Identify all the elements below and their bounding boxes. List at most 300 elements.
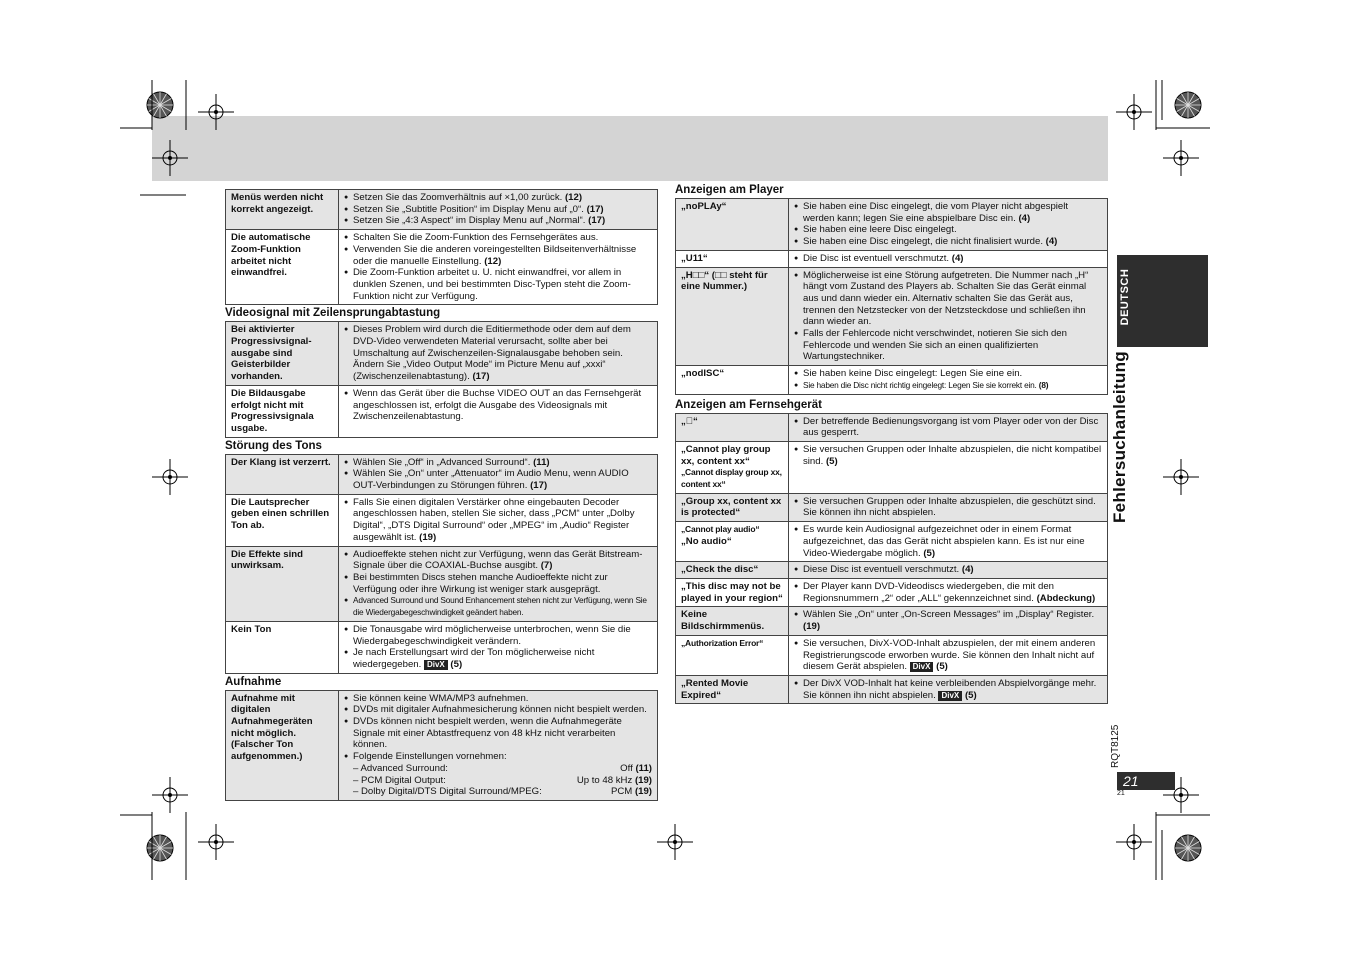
problem-cell <box>676 199 789 251</box>
problem-text: Die Bildausgabe erfolgt nicht mit Progressivsignala usgabe. <box>231 387 314 434</box>
solution-item <box>344 497 652 544</box>
section-heading-video: Videosignal mit Zeilensprungabtastung <box>225 307 441 320</box>
solution-list <box>794 253 1102 265</box>
registration-dot <box>214 110 218 114</box>
solution-cell <box>789 493 1108 521</box>
problem-cell <box>676 366 789 394</box>
color-target-ray <box>154 837 161 848</box>
registration-circle <box>209 835 223 849</box>
solution-item <box>344 693 652 705</box>
color-target-ray <box>149 105 160 112</box>
solution-item <box>794 678 1102 701</box>
solution-list <box>794 638 1102 673</box>
solution-text: Folgende Einstellungen vornehmen: <box>353 751 507 763</box>
solution-item <box>344 624 652 647</box>
solution-item <box>344 457 652 469</box>
solution-text: Die Zoom-Funktion arbeitet u. U. nicht einwandfrei, vor allem in dunklen Szenen, und bei bestimmten Disc-Typen steht die Zoom-Funktion nicht zur Verfügung. <box>353 267 631 302</box>
page-reference: (8) <box>1038 379 1049 390</box>
page-reference: (4) <box>1018 212 1031 224</box>
color-target-ray <box>1188 105 1195 116</box>
color-target-ray <box>1188 837 1195 848</box>
table-row <box>226 494 658 546</box>
color-target-circle <box>1175 92 1201 118</box>
solution-item <box>794 564 1102 576</box>
solution-item <box>794 524 1102 559</box>
solution-text: Bei bestimmten Discs stehen manche Audioeffekte nicht zur Verfügung oder ihre Wirkung ist weniger stark ausgeprägt. <box>353 571 608 595</box>
solution-text: Sie haben eine leere Disc eingelegt. <box>803 224 957 236</box>
solution-text: Dieses Problem wird durch die Editiermethode oder dem auf dem DVD-Video verwendeten Material verursacht, sollte aber bei Umschaltung auf Zwischenzeilen-Signalausgabe behoben sein. Ändern Sie „Video Output Mode“ im Picture Menu auf „xxxi“ (Zwischenzeilenabtastung). <box>353 324 631 383</box>
solution-text: Sie versuchen Gruppen oder Inhalte abzuspielen, die geschützt sind. Sie können ihn nicht abspielen. <box>803 495 1096 519</box>
solution-item <box>794 236 1102 248</box>
color-target-circle <box>147 92 173 118</box>
registration-dot <box>214 840 218 844</box>
solution-cell <box>339 385 658 437</box>
solution-text: Der betreffende Bedienungsvorgang ist vom Player oder von der Disc aus gesperrt. <box>803 415 1099 439</box>
solution-item <box>794 416 1102 439</box>
setting-value <box>620 763 652 775</box>
page-reference: (12) <box>484 255 502 267</box>
table-row <box>676 493 1108 521</box>
solution-text: Setzen Sie „4:3 Aspect“ im Display Menu auf „Normal“. <box>353 215 589 227</box>
solution-item <box>344 324 652 383</box>
solution-item <box>344 267 652 302</box>
color-target-ray <box>1188 848 1195 859</box>
section-heading-tv: Anzeigen am Fernsehgerät <box>675 398 822 411</box>
problem-cell <box>676 441 789 493</box>
setting-key: – PCM Digital Output: <box>353 774 446 786</box>
color-target-ray <box>1188 842 1199 849</box>
color-target-ray <box>1188 94 1195 105</box>
problem-text: „noPLAy“ <box>681 201 727 212</box>
solution-cell <box>789 441 1108 493</box>
color-target-ray <box>160 848 171 855</box>
page-reference: (12) <box>564 192 583 203</box>
color-target-circle <box>147 835 173 861</box>
header-banner <box>152 116 1108 181</box>
section-heading-sound: Störung des Tons <box>225 439 322 452</box>
setting-line <box>344 786 652 798</box>
solution-item <box>794 253 1102 265</box>
registration-circle <box>1127 105 1141 119</box>
section-title: Fehlersuchanleitung <box>1110 351 1129 523</box>
color-target-ray <box>154 848 161 859</box>
solution-text: Falls der Fehlercode nicht verschwindet, notieren Sie sich den Fehlercode und wenden Sie sich an einen qualifizierten Wartungstechniker. <box>803 328 1067 363</box>
solution-cell <box>339 621 658 673</box>
problem-text: „Rented Movie Expired“ <box>681 677 749 701</box>
solution-text: Verwenden Sie die anderen voreingestellten Bildseitenverhältnisse oder die manuelle Einstellung. <box>353 243 637 267</box>
setting-line <box>344 763 652 775</box>
problem-text: Die Lautsprecher geben einen schrillen Ton ab. <box>231 496 330 532</box>
setting-value <box>577 775 652 787</box>
color-target-ray <box>160 105 167 116</box>
problem-cell <box>676 493 789 521</box>
registration-dot <box>1132 110 1136 114</box>
color-target-ray <box>149 99 160 106</box>
divx-badge: DivX <box>910 662 934 672</box>
solution-list <box>794 524 1102 559</box>
problem-cell <box>676 267 789 366</box>
solution-list <box>344 693 652 763</box>
page-reference: (5) <box>450 658 463 670</box>
solution-text: Der DivX VOD-Inhalt hat keine verbleibenden Abspielvorgänge mehr. Sie können ihn nicht abspielen. <box>803 677 1097 701</box>
problem-cell <box>676 522 789 562</box>
solution-list <box>794 581 1102 604</box>
solution-text: Je nach Erstellungsart wird der Ton möglicherweise nicht wiedergegeben. <box>353 647 595 670</box>
table-row <box>226 454 658 494</box>
problem-cell <box>226 322 339 386</box>
problem-cell <box>226 690 339 800</box>
problem-text-alt: „Cannot display group xx, content xx“ <box>681 467 782 490</box>
registration-circle <box>163 788 177 802</box>
solution-text: DVDs können nicht bespielt werden, wenn die Aufnahmegeräte Signale mit einer Abtastfrequenz von 48 kHz nicht verarbeiten können. <box>353 716 622 751</box>
solution-list <box>794 609 1102 632</box>
page-number: 21 <box>1123 773 1139 789</box>
registration-dot <box>1179 793 1183 797</box>
solution-cell <box>789 199 1108 251</box>
problem-cell <box>226 230 339 305</box>
problem-text: „This disc may not be played in your region“ <box>681 580 783 604</box>
color-target-circle <box>1175 835 1201 861</box>
page-reference: (5) <box>964 689 977 701</box>
problem-text: „U11“ <box>681 252 708 264</box>
color-target-ray <box>1182 105 1189 116</box>
solution-text: Sie haben keine Disc eingelegt: Legen Sie eine ein. <box>803 368 1023 380</box>
problem-text: Die automatische Zoom-Funktion arbeitet nicht einwandfrei. <box>231 232 311 279</box>
solution-text: Sie können keine WMA/MP3 aufnehmen. <box>353 692 529 704</box>
problem-text: „Authorization Error“ <box>681 637 764 648</box>
solution-item <box>794 638 1102 673</box>
solution-cell <box>789 578 1108 606</box>
solution-text: Sie haben eine Disc eingelegt, die vom Player nicht abgespielt werden kann; legen Sie eine abspielbare Disc ein. <box>803 201 1069 224</box>
solution-list <box>794 416 1102 439</box>
page-number-small: 21 <box>1117 790 1125 797</box>
table-row <box>676 441 1108 493</box>
doc-code-wrap <box>1110 725 1130 770</box>
solution-text: Es wurde kein Audiosignal aufgezeichnet oder in einem Format aufgezeichnet, das das Gerät nicht abspielen kann. Es ist nur eine Video-Wiedergabe möglich. <box>803 524 1085 559</box>
color-target-ray <box>1182 94 1189 105</box>
setting-value <box>611 786 652 798</box>
solution-cell <box>789 366 1108 394</box>
problem-text: „Cannot play group xx, content xx“ <box>681 443 771 467</box>
color-target-ray <box>1188 105 1199 112</box>
problem-cell <box>676 250 789 267</box>
color-target-ray <box>154 94 161 105</box>
solution-list <box>794 678 1102 701</box>
solution-cell <box>339 322 658 386</box>
registration-circle <box>668 835 682 849</box>
solution-list <box>344 232 652 302</box>
solution-cell <box>789 250 1108 267</box>
setting-value-text: PCM <box>610 786 635 798</box>
section-heading-player: Anzeigen am Player <box>675 184 784 196</box>
troubleshoot-table-video <box>225 321 658 437</box>
table-row <box>676 607 1108 635</box>
solution-list <box>344 388 652 423</box>
solution-cell <box>339 230 658 305</box>
problem-cell <box>676 413 789 441</box>
solution-list <box>794 201 1102 248</box>
table-row <box>676 635 1108 675</box>
solution-item <box>794 380 1102 392</box>
solution-cell <box>339 190 658 230</box>
page-reference: (4) <box>1045 236 1058 248</box>
registration-dot <box>1179 475 1183 479</box>
problem-cell <box>676 607 789 635</box>
solution-item <box>794 444 1102 467</box>
section-heading-recording: Aufnahme <box>225 675 282 688</box>
registration-circle <box>163 470 177 484</box>
problem-text: Keine Bildschirmmenüs. <box>681 609 765 633</box>
language-label-wrap <box>1117 270 1141 332</box>
solution-text: Sie versuchen, DivX-VOD-Inhalt abzuspielen, der mit einem anderen Registrierungscode erworben wurde. Sie können den Inhalt nicht auf diesem Gerät abspielen. <box>803 637 1096 673</box>
solution-cell <box>789 413 1108 441</box>
problem-text-alt: „No audio“ <box>681 535 732 547</box>
registration-dot <box>168 475 172 479</box>
divx-badge: DivX <box>938 691 962 701</box>
page-reference: (11) <box>635 762 652 774</box>
registration-circle <box>1174 151 1188 165</box>
solution-item <box>344 215 652 227</box>
table-row <box>676 578 1108 606</box>
registration-circle <box>1174 788 1188 802</box>
table-row <box>676 267 1108 366</box>
page-reference: (17) <box>472 371 490 383</box>
problem-cell <box>226 454 339 494</box>
right-column <box>675 182 1108 704</box>
color-target-ray <box>160 94 167 105</box>
problem-text: Bei aktivierter Progressivsignal-ausgabe sind Geisterbilder vorhanden. <box>231 324 312 383</box>
problem-text: „nodISC“ <box>681 368 725 380</box>
solution-cell <box>789 675 1108 703</box>
solution-item <box>344 647 652 670</box>
solution-text: Audioeffekte stehen nicht zur Verfügung, wenn das Gerät Bitstream-Signale über die COAXIAL-Buchse ausgibt. <box>353 548 643 572</box>
problem-cell <box>226 190 339 230</box>
page-reference: (4) <box>951 252 964 264</box>
solution-list <box>794 270 1102 364</box>
table-row <box>676 413 1108 441</box>
solution-item <box>344 468 652 491</box>
setting-key: – Dolby Digital/DTS Digital Surround/MPEG: <box>353 786 542 798</box>
solution-cell <box>789 267 1108 366</box>
page-reference: (11) <box>533 456 550 468</box>
solution-list <box>344 624 652 671</box>
solution-item <box>794 224 1102 236</box>
troubleshoot-table-sound <box>225 454 658 674</box>
page-reference: (19) <box>634 774 652 786</box>
page-reference: (5) <box>825 455 838 467</box>
solution-cell <box>339 494 658 546</box>
troubleshoot-table-display <box>225 189 658 305</box>
solution-item <box>794 201 1102 224</box>
solution-text: Advanced Surround und Sound Enhancement stehen nicht zur Verfügung, wenn Sie die Wiedergabegeschwindigkeit geändert haben. <box>353 595 647 618</box>
solution-text: Möglicherweise ist eine Störung aufgetreten. Die Nummer nach „H“ hängt vom Zustand des Players ab. Schalten Sie das Gerät einmal aus und dann wieder ein. Alternativ schalten Sie das Gerät aus, trennen den Netzstecker von der Netzsteckdose und schließen ihn dann wieder an. <box>803 269 1089 328</box>
table-row <box>226 690 658 800</box>
color-target-ray <box>1188 848 1199 855</box>
solution-list <box>344 549 652 619</box>
section-title-wrap <box>1110 345 1140 525</box>
solution-item <box>794 270 1102 329</box>
solution-list <box>794 564 1102 576</box>
page-number-box <box>1117 772 1175 790</box>
solution-item <box>794 496 1102 519</box>
solution-item <box>794 609 1102 632</box>
solution-item <box>344 595 652 618</box>
solution-item <box>794 368 1102 380</box>
table-row <box>676 562 1108 579</box>
color-target-ray <box>160 837 167 848</box>
table-row <box>226 230 658 305</box>
page-reference: (17) <box>586 203 604 215</box>
table-row <box>676 366 1108 394</box>
solution-cell <box>789 607 1108 635</box>
solution-text: Setzen Sie das Zoomverhältnis auf ×1,00 zurück. <box>353 192 565 203</box>
table-row <box>676 522 1108 562</box>
solution-text: Die Disc ist eventuell verschmutzt. <box>803 252 952 264</box>
problem-cell <box>226 494 339 546</box>
solution-text: Sie versuchen Gruppen oder Inhalte abzuspielen, die nicht kompatibel sind. <box>803 443 1102 467</box>
solution-item <box>344 192 652 204</box>
solution-cell <box>339 454 658 494</box>
solution-list <box>344 497 652 544</box>
color-target-ray <box>160 99 171 106</box>
color-target-ray <box>1177 99 1188 106</box>
solution-item <box>344 549 652 572</box>
solution-cell <box>789 522 1108 562</box>
solution-item <box>344 572 652 595</box>
color-target-ray <box>1177 848 1188 855</box>
solution-text: DVDs mit digitaler Aufnahmesicherung können nicht bespielt werden. <box>353 704 647 716</box>
solution-text: Die Tonausgabe wird möglicherweise unterbrochen, wenn Sie die Wiedergabegeschwindigkeit verändern. <box>353 623 631 647</box>
table-row <box>676 250 1108 267</box>
solution-text: Diese Disc ist eventuell verschmutzt. <box>803 564 962 576</box>
problem-cell <box>226 621 339 673</box>
divx-badge: DivX <box>424 660 448 670</box>
color-target-ray <box>1182 837 1189 848</box>
solution-text: Setzen Sie „Subtitle Position“ im Display Menu auf „0“. <box>353 203 587 215</box>
setting-line <box>344 775 652 787</box>
solution-text: Wählen Sie „On“ unter „On-Screen Messages“ im „Display“ Register. <box>803 609 1095 621</box>
page-reference: (17) <box>588 215 606 227</box>
page-reference: (19) <box>419 531 437 543</box>
doc-code: RQT8125 <box>1110 724 1121 768</box>
problem-text: „Check the disc“ <box>681 564 759 576</box>
page-reference: (5) <box>923 547 936 559</box>
problem-cell <box>676 578 789 606</box>
registration-dot <box>1179 156 1183 160</box>
solution-item <box>794 581 1102 604</box>
registration-circle <box>1174 470 1188 484</box>
table-row <box>226 621 658 673</box>
registration-dot <box>1132 840 1136 844</box>
color-target-ray <box>1182 848 1189 859</box>
problem-text: Kein Ton <box>231 623 272 635</box>
page-reference: (5) <box>936 661 948 673</box>
color-target-ray <box>160 842 171 849</box>
solution-text: Der Player kann DVD-Videodiscs wiedergeben, die mit den Regionsnummern „2“ oder „ALL“ gekennzeichnet sind. <box>803 580 1054 604</box>
solution-list <box>344 457 652 492</box>
registration-dot <box>168 793 172 797</box>
solution-text: Falls Sie einen digitalen Verstärker ohne eingebauten Decoder angeschlossen haben, stellen Sie sicher, dass „PCM“ unter „Dolby Digital“, „DTS Digital Surround“ oder „MPEG“ im „Audio“ Register ausgewählt ist. <box>353 496 635 543</box>
table-row <box>676 675 1108 703</box>
setting-value-text: Up to 48 kHz <box>576 774 635 786</box>
color-target-ray <box>160 105 171 112</box>
page-reference: (19) <box>634 786 652 798</box>
solution-text: Schalten Sie die Zoom-Funktion des Fernsehgerätes aus. <box>353 232 599 244</box>
solution-item <box>344 704 652 716</box>
solution-list <box>794 496 1102 519</box>
solution-item <box>344 232 652 244</box>
solution-text: Sie haben die Disc nicht richtig eingelegt: Legen Sie sie korrekt ein. <box>803 379 1039 390</box>
table-row <box>226 322 658 386</box>
table-row <box>676 199 1108 251</box>
solution-cell <box>789 562 1108 579</box>
table-row <box>226 546 658 621</box>
language-label: DEUTSCH <box>1119 268 1131 326</box>
color-target-ray <box>1177 842 1188 849</box>
solution-text: Wenn das Gerät über die Buchse VIDEO OUT an das Fernsehgerät angeschlossen ist, erfolgt die Ausgabe des Videosignals mit Zwischenzeilenabtastung. <box>353 387 642 423</box>
troubleshoot-table-recording <box>225 690 658 801</box>
solution-item <box>344 716 652 751</box>
color-target-ray <box>1188 99 1199 106</box>
problem-text: Aufnahme mit digitalen Aufnahmegeräten nicht möglich. (Falscher Ton aufgenommen.) <box>231 692 313 763</box>
page-reference: (Abdeckung) <box>1036 592 1096 604</box>
troubleshoot-table-tv <box>675 413 1108 705</box>
page-reference: (17) <box>530 480 548 492</box>
color-target-ray <box>149 848 160 855</box>
problem-text: „Group xx, content xx is protected“ <box>681 495 782 519</box>
solution-cell <box>339 546 658 621</box>
color-target-ray <box>154 105 161 116</box>
problem-cell <box>676 562 789 579</box>
solution-text: Wählen Sie „Off“ in „Advanced Surround“. <box>353 456 534 468</box>
page-reference: (4) <box>961 564 974 576</box>
problem-cell <box>676 675 789 703</box>
solution-item <box>344 388 652 423</box>
problem-text: Menüs werden nicht korrekt angezeigt. <box>231 192 324 215</box>
solution-text: Sie haben eine Disc eingelegt, die nicht finalisiert wurde. <box>803 236 1046 248</box>
problem-text: „H□□“ (□□ steht für eine Nummer.) <box>681 269 768 293</box>
table-row <box>226 190 658 230</box>
problem-text: „Cannot play audio“ <box>681 524 760 535</box>
solution-item <box>344 204 652 216</box>
troubleshoot-table-player <box>675 198 1108 395</box>
solution-cell <box>339 690 658 800</box>
problem-text: Der Klang ist verzerrt. <box>231 456 331 468</box>
solution-cell <box>789 635 1108 675</box>
setting-value-text: Off <box>620 762 636 774</box>
solution-list <box>344 192 652 227</box>
problem-text: Die Effekte sind unwirksam. <box>231 548 303 572</box>
registration-dot <box>673 840 677 844</box>
page-reference: (7) <box>540 560 553 572</box>
solution-item <box>344 244 652 267</box>
table-row <box>226 385 658 437</box>
solution-list <box>794 444 1102 467</box>
solution-text: Wählen Sie „On“ unter „Attenuator“ im Audio Menu, wenn AUDIO OUT-Verbindungen zu Störungen führen. <box>353 468 629 492</box>
color-target-ray <box>160 848 167 859</box>
color-target-ray <box>1177 105 1188 112</box>
left-column <box>225 189 658 801</box>
problem-cell <box>676 635 789 675</box>
solution-list <box>794 368 1102 391</box>
color-target-ray <box>149 842 160 849</box>
solution-item <box>344 751 652 763</box>
problem-cell <box>226 546 339 621</box>
problem-cell <box>226 385 339 437</box>
solution-list <box>344 324 652 383</box>
page-reference: (19) <box>803 621 821 633</box>
setting-key: – Advanced Surround: <box>353 762 448 774</box>
